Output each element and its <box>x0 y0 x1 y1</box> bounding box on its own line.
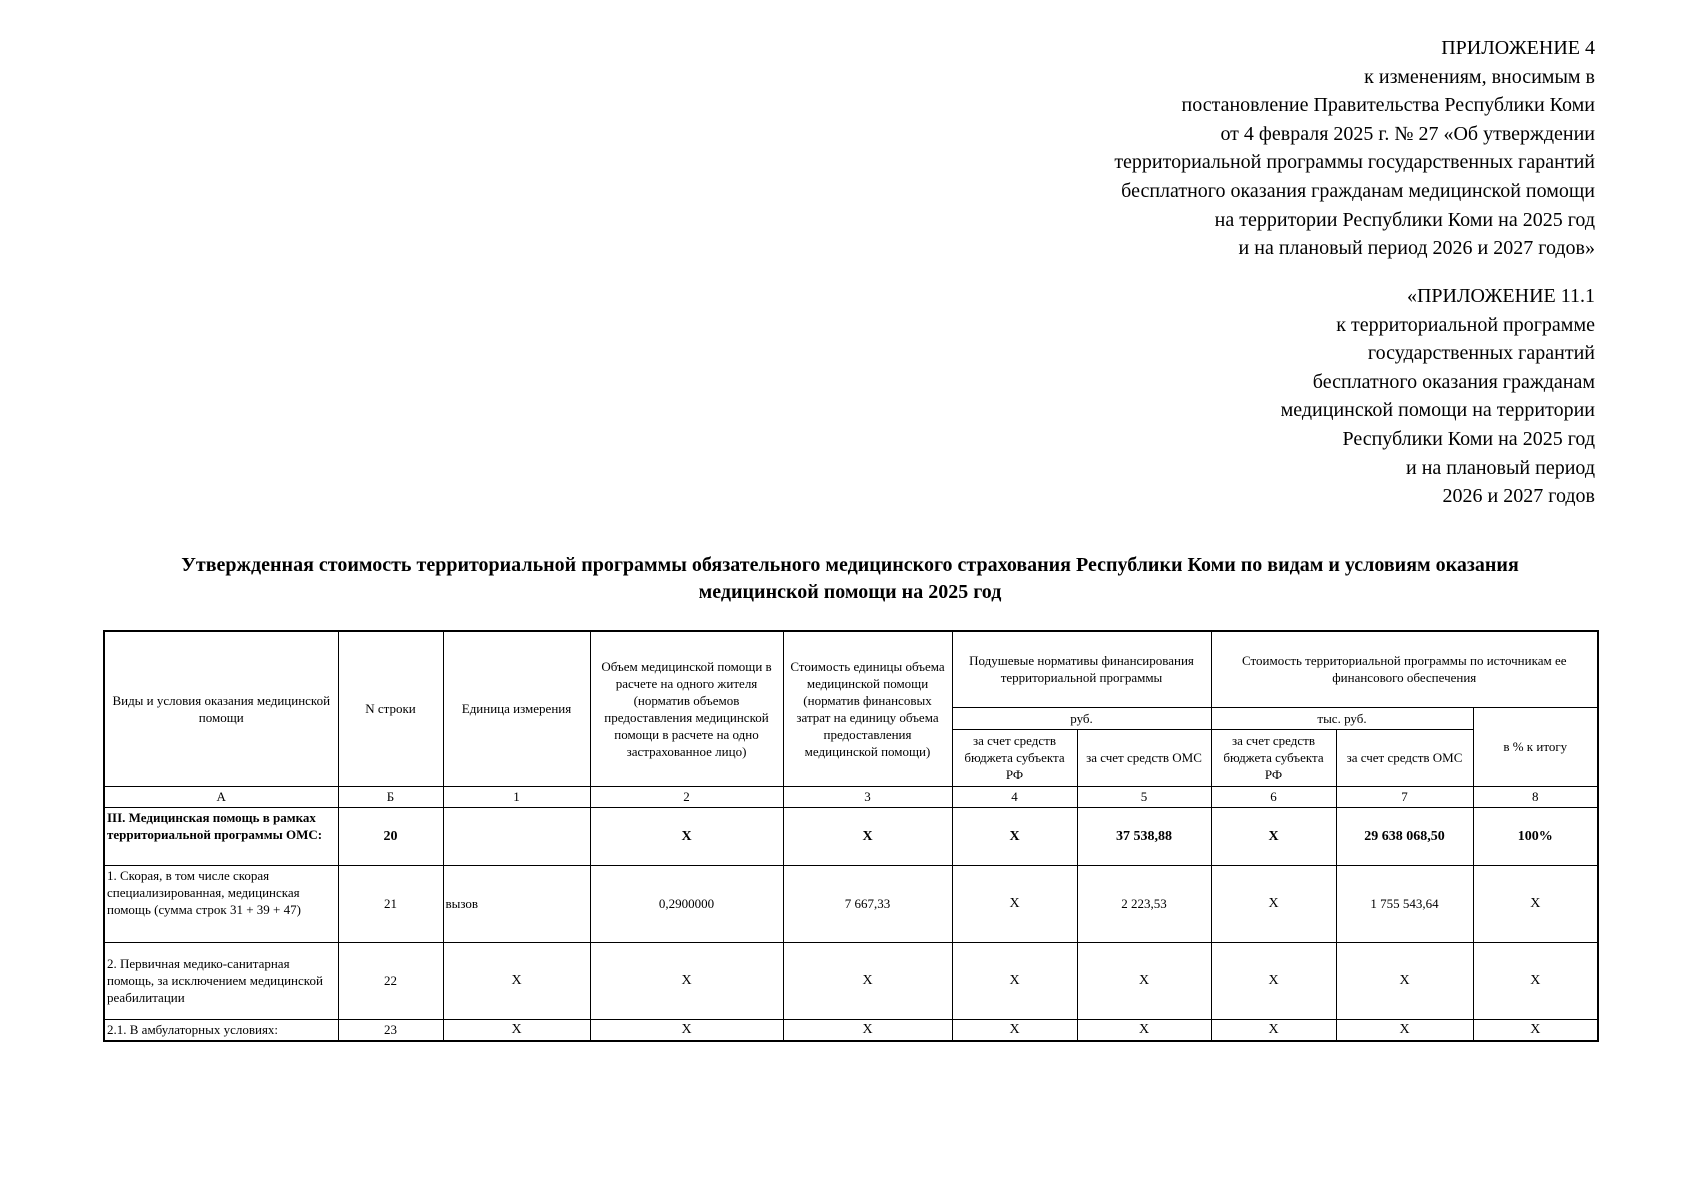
row-oms-per-capita: 37 538,88 <box>1077 807 1211 865</box>
header-oms-total: за счет средств ОМС <box>1336 729 1473 786</box>
index-cell: 3 <box>783 786 952 807</box>
program-cost-table <box>103 630 1599 1042</box>
appendix-4-header <box>1114 34 1595 263</box>
appendix-11-1-line: государственных гарантий <box>1367 342 1595 365</box>
row-oms-per-capita: X <box>1077 942 1211 1019</box>
row-cost: X <box>783 1019 952 1041</box>
index-cell: 1 <box>443 786 590 807</box>
table-row <box>104 942 1598 1019</box>
row-percent: X <box>1473 865 1598 942</box>
appendix-11-1-line: бесплатного оказания гражданам <box>1312 370 1595 393</box>
appendix-4-line: постановление Правительства Республики Коми <box>1181 94 1595 117</box>
table-row <box>104 807 1598 865</box>
appendix-11-1-line: к территориальной программе <box>1336 313 1595 336</box>
row-name: 2.1. В амбулаторных условиях: <box>104 1019 338 1041</box>
header-budget-total: за счет средств бюджета субъекта РФ <box>1211 729 1336 786</box>
appendix-11-1-line: «ПРИЛОЖЕНИЕ 11.1 <box>1406 285 1595 307</box>
row-oms-per-capita: X <box>1077 1019 1211 1041</box>
row-unit: X <box>443 1019 590 1041</box>
row-oms-per-capita: 2 223,53 <box>1077 865 1211 942</box>
row-volume: 0,2900000 <box>590 865 783 942</box>
row-budget-total: X <box>1211 1019 1336 1041</box>
index-cell: Б <box>338 786 443 807</box>
document-title-line-2: медицинской помощи на 2025 год <box>698 581 1002 603</box>
row-budget-per-capita: X <box>952 1019 1077 1041</box>
row-unit: вызов <box>443 865 590 942</box>
row-budget-total: X <box>1211 865 1336 942</box>
appendix-4-line: и на плановый период 2026 и 2027 годов» <box>1238 237 1595 260</box>
index-cell: 5 <box>1077 786 1211 807</box>
row-unit <box>443 807 590 865</box>
header-row-1 <box>104 631 1598 707</box>
document-title <box>100 552 1600 606</box>
appendix-11-1-line: Республики Коми на 2025 год <box>1342 427 1595 450</box>
appendix-4-line: бесплатного оказания гражданам медицинской помощи <box>1121 179 1595 202</box>
header-oms-per-capita: за счет средств ОМС <box>1077 729 1211 786</box>
table-row <box>104 1019 1598 1041</box>
row-cost: X <box>783 807 952 865</box>
header-per-capita: Подушевые нормативы финансирования территориальной программы <box>952 631 1211 707</box>
appendix-11-1-line: 2026 и 2027 годов <box>1442 485 1595 508</box>
index-row <box>104 786 1598 807</box>
index-cell: А <box>104 786 338 807</box>
row-budget-per-capita: X <box>952 865 1077 942</box>
index-cell: 6 <box>1211 786 1336 807</box>
header-unit: Единица измерения <box>443 631 590 786</box>
appendix-4-line: ПРИЛОЖЕНИЕ 4 <box>1441 37 1595 59</box>
row-name: III. Медицинская помощь в рамках территориальной программы ОМС: <box>104 807 338 865</box>
row-budget-total: X <box>1211 942 1336 1019</box>
row-oms-total: 1 755 543,64 <box>1336 865 1473 942</box>
appendix-4-line: на территории Республики Коми на 2025 год <box>1214 208 1595 231</box>
appendix-11-1-line: медицинской помощи на территории <box>1280 399 1595 422</box>
row-number: 20 <box>338 807 443 865</box>
row-volume: X <box>590 1019 783 1041</box>
row-cost: X <box>783 942 952 1019</box>
row-percent: X <box>1473 1019 1598 1041</box>
row-volume: X <box>590 807 783 865</box>
header-kinds: Виды и условия оказания медицинской помощи <box>104 631 338 786</box>
row-percent: 100% <box>1473 807 1598 865</box>
index-cell: 2 <box>590 786 783 807</box>
header-thous-rub: тыс. руб. <box>1211 707 1473 729</box>
header-rub: руб. <box>952 707 1211 729</box>
row-name: 2. Первичная медико-санитарная помощь, за исключением медицинской реабилитации <box>104 942 338 1019</box>
row-unit: X <box>443 942 590 1019</box>
header-unit-cost: Стоимость единицы объема медицинской помощи (норматив финансовых затрат на единицу объема предоставления медицинской помощи) <box>783 631 952 786</box>
row-oms-total: X <box>1336 942 1473 1019</box>
row-budget-per-capita: X <box>952 942 1077 1019</box>
row-budget-total: X <box>1211 807 1336 865</box>
row-name: 1. Скорая, в том числе скорая специализированная, медицинская помощь (сумма строк 31 + 39 + 47) <box>104 865 338 942</box>
row-budget-per-capita: X <box>952 807 1077 865</box>
header-row-number: N строки <box>338 631 443 786</box>
table-row <box>104 865 1598 942</box>
row-oms-total: 29 638 068,50 <box>1336 807 1473 865</box>
document-title-line-1: Утвержденная стоимость территориальной программы обязательного медицинского страхования Республики Коми по видам и условиям оказания <box>181 554 1519 576</box>
appendix-4-line: от 4 февраля 2025 г. № 27 «Об утверждении <box>1220 122 1595 145</box>
header-percent: в % к итогу <box>1473 707 1598 786</box>
row-number: 22 <box>338 942 443 1019</box>
header-budget-per-capita: за счет средств бюджета субъекта РФ <box>952 729 1077 786</box>
index-cell: 7 <box>1336 786 1473 807</box>
row-oms-total: X <box>1336 1019 1473 1041</box>
appendix-11-1-line: и на плановый период <box>1405 456 1595 479</box>
row-cost: 7 667,33 <box>783 865 952 942</box>
row-number: 23 <box>338 1019 443 1041</box>
row-number: 21 <box>338 865 443 942</box>
index-cell: 8 <box>1473 786 1598 807</box>
row-percent: X <box>1473 942 1598 1019</box>
index-cell: 4 <box>952 786 1077 807</box>
header-program-cost: Стоимость территориальной программы по источникам ее финансового обеспечения <box>1211 631 1598 707</box>
header-volume: Объем медицинской помощи в расчете на одного жителя (норматив объемов предоставления медицинской помощи в расчете на одно застрахованное лицо) <box>590 631 783 786</box>
appendix-4-line: территориальной программы государственных гарантий <box>1114 151 1595 174</box>
appendix-11-1-header <box>1281 282 1595 511</box>
appendix-4-line: к изменениям, вносимым в <box>1364 65 1595 88</box>
row-volume: X <box>590 942 783 1019</box>
